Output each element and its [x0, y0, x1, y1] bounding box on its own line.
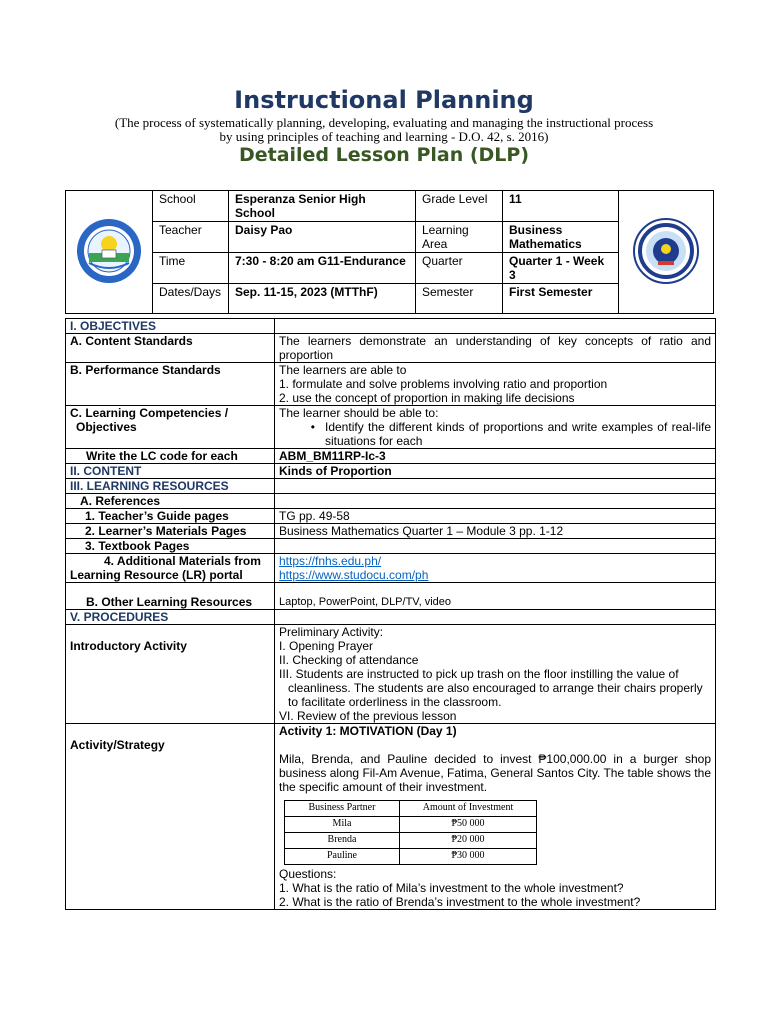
area-label: Learning Area: [416, 222, 503, 253]
activity-strategy-label: Activity/Strategy: [66, 724, 275, 910]
other-resources-label: B. Other Learning Resources: [66, 583, 275, 610]
school-info-table: [65, 190, 714, 314]
references-label: A. References: [66, 494, 275, 509]
deped-seal-icon: [632, 217, 700, 285]
grade-value: 11: [503, 191, 619, 222]
investment-partner: Pauline: [285, 849, 400, 865]
introductory-activity-value: [275, 625, 716, 724]
additional-label-line: 4. Additional Materials from: [104, 554, 261, 568]
teacher-label: Teacher: [153, 222, 229, 253]
objectives-heading: I. OBJECTIVES: [66, 319, 275, 334]
textbook-label: 3. Textbook Pages: [66, 539, 275, 554]
activity-strategy-value: [275, 724, 716, 910]
investment-amount: ₱30 000: [400, 849, 537, 865]
tg-value: TG pp. 49-58: [275, 509, 716, 524]
tg-label: 1. Teacher’s Guide pages: [66, 509, 275, 524]
page-title: Instructional Planning: [234, 86, 534, 114]
lc-code-label: Write the LC code for each: [66, 449, 275, 464]
activity-title: Activity 1: MOTIVATION (Day 1): [279, 724, 457, 738]
semester-value: First Semester: [503, 284, 619, 314]
additional-materials-label: [66, 554, 275, 583]
fnhs-link[interactable]: https://fnhs.edu.ph/: [279, 554, 382, 568]
additional-label-line: Learning Resource (LR) portal: [70, 568, 243, 582]
competencies-label-line: C. Learning Competencies /: [70, 406, 229, 420]
other-resources-value: Laptop, PowerPoint, DLP/TV, video: [275, 583, 716, 610]
competencies-label-line: Objectives: [76, 420, 137, 434]
studocu-link[interactable]: https://www.studocu.com/ph: [279, 568, 429, 582]
content-standards-label: A. Content Standards: [66, 334, 275, 363]
investment-header: Business Partner: [285, 801, 400, 817]
performance-standards-value: [275, 363, 716, 406]
quarter-label: Quarter: [416, 253, 503, 284]
performance-item: 1. formulate and solve problems involving ratio and proportion: [279, 377, 608, 391]
performance-intro: The learners are able to: [279, 363, 407, 377]
bullet-icon: •: [310, 420, 315, 434]
school-label: School: [153, 191, 229, 222]
investment-table: [284, 800, 537, 865]
school-value: Esperanza Senior High School: [229, 191, 416, 222]
investment-header: Amount of Investment: [400, 801, 537, 817]
additional-materials-value: [275, 554, 716, 583]
quarter-value: Quarter 1 - Week 3: [503, 253, 619, 284]
teacher-value: Daisy Pao: [229, 222, 416, 253]
competency-text: Identify the different kinds of proportions and write examples of real-life situations for each: [325, 420, 711, 448]
procedures-heading: V. PROCEDURES: [66, 610, 275, 625]
content-value: Kinds of Proportion: [275, 464, 716, 479]
introductory-activity-label: Introductory Activity: [66, 625, 275, 724]
intro-line: II. Checking of attendance: [279, 653, 419, 667]
resources-heading: III. LEARNING RESOURCES: [66, 479, 275, 494]
lm-value: Business Mathematics Quarter 1 – Module 3 pp. 1-12: [275, 524, 716, 539]
school-seal-icon: [75, 217, 143, 285]
investment-partner: Brenda: [285, 833, 400, 849]
activity-text: Mila, Brenda, and Pauline decided to invest ₱100,000.00 in a burger shop business along Fil-Am Avenue, Fatima, General Santos City. The table shows the the specific amount of their investment.: [279, 752, 711, 794]
investment-amount: ₱20 000: [400, 833, 537, 849]
question-item: 2. What is the ratio of Brenda’s investment to the whole investment?: [279, 895, 641, 909]
page-subtitle: (The process of systematically planning, developing, evaluating and managing the instructional process by using principles of teaching and learning - D.O. 42, s. 2016): [114, 115, 654, 144]
investment-amount: ₱50 000: [400, 817, 537, 833]
competencies-value: [275, 406, 716, 449]
intro-line: III. Students are instructed to pick up trash on the floor instilling the value of: [279, 667, 679, 681]
dates-label: Dates/Days: [153, 284, 229, 314]
intro-line: cleanliness. The students are also encouraged to arrange their chairs properly: [288, 681, 703, 695]
questions-heading: Questions:: [279, 867, 337, 881]
performance-item: 2. use the concept of proportion in making life decisions: [279, 391, 575, 405]
competencies-label: [66, 406, 275, 449]
intro-line: Preliminary Activity:: [279, 625, 384, 639]
intro-line: I. Opening Prayer: [279, 639, 374, 653]
investment-partner: Mila: [285, 817, 400, 833]
time-label: Time: [153, 253, 229, 284]
question-item: 1. What is the ratio of Mila’s investment to the whole investment?: [279, 881, 624, 895]
deped-logo-cell: [619, 191, 714, 314]
performance-standards-label: B. Performance Standards: [66, 363, 275, 406]
lm-label: 2. Learner’s Materials Pages: [66, 524, 275, 539]
lesson-plan-table: [65, 318, 716, 910]
competencies-intro: The learner should be able to:: [279, 406, 439, 420]
lc-code-value: ABM_BM11RP-Ic-3: [275, 449, 716, 464]
dlp-title: Detailed Lesson Plan (DLP): [238, 144, 530, 166]
competency-bullet: [279, 420, 711, 448]
time-value: 7:30 - 8:20 am G11-Endurance: [229, 253, 416, 284]
intro-line: VI. Review of the previous lesson: [279, 709, 457, 723]
intro-line: to facilitate orderliness in the classroom.: [288, 695, 502, 709]
content-heading: II. CONTENT: [66, 464, 275, 479]
dates-value: Sep. 11-15, 2023 (MTThF): [229, 284, 416, 314]
semester-label: Semester: [416, 284, 503, 314]
content-standards-value: The learners demonstrate an understanding of key concepts of ratio and proportion: [275, 334, 716, 363]
grade-label: Grade Level: [416, 191, 503, 222]
area-value: Business Mathematics: [503, 222, 619, 253]
school-logo-cell: [66, 191, 153, 314]
